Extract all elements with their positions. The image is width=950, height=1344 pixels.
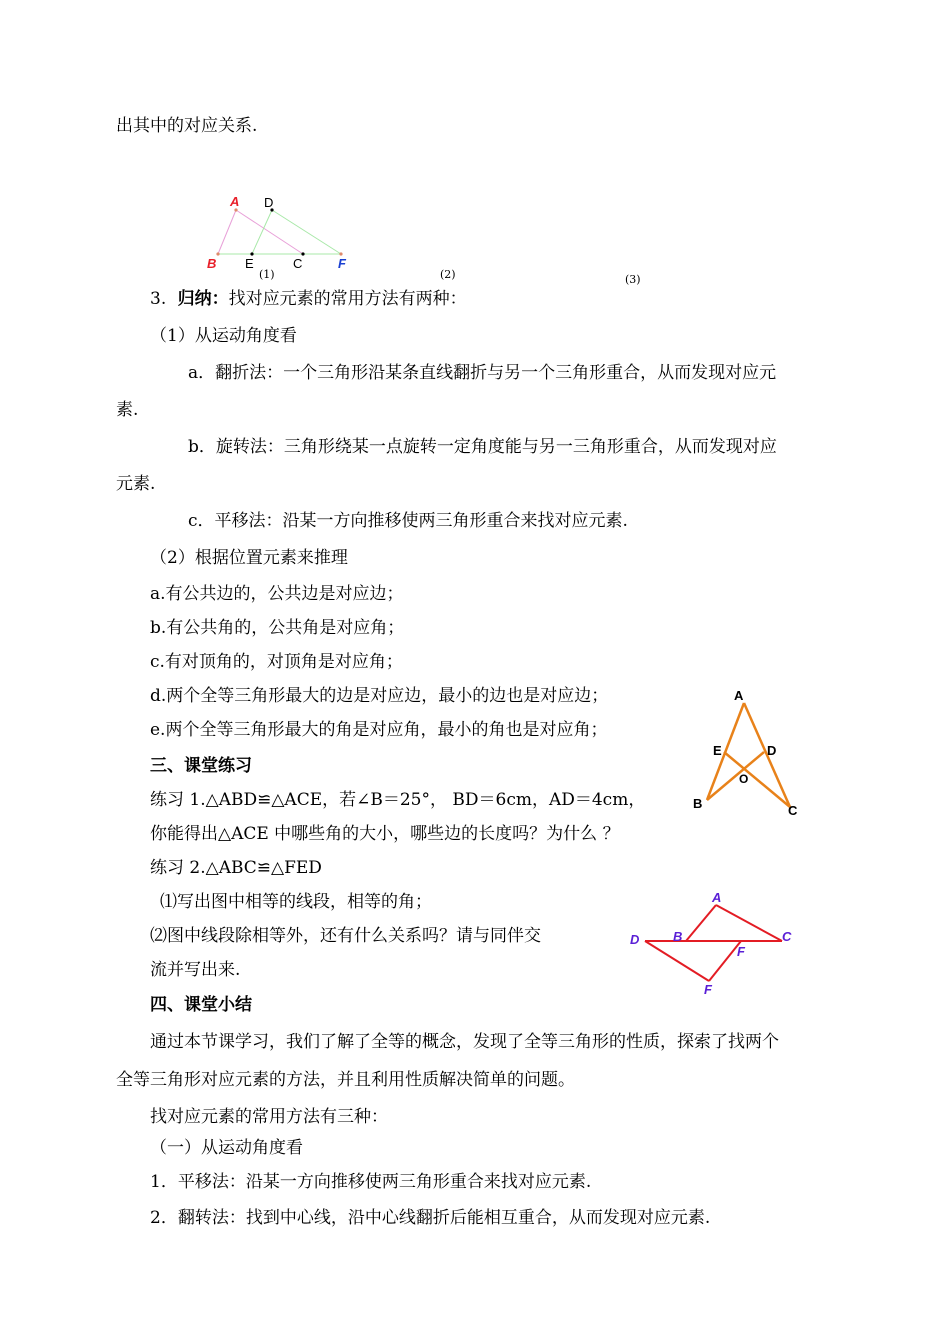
summary-3-rest: 找对应元素的常用方法有两种： (228, 289, 467, 309)
fig3-label-D: D (630, 932, 640, 947)
section4-item2: 2．翻转法：找到中心线，沿中心线翻折后能相互重合，从而发现对应元素. (150, 1208, 711, 1228)
part2-item-b: b.有公共角的，公共角是对应角； (150, 618, 405, 638)
section4-item1: 1．平移法：沿某一方向推移使两三角形重合来找对应元素. (150, 1172, 592, 1192)
part2-item-a: a.有公共边的，公共边是对应边； (150, 584, 404, 604)
fig1-label-E: E (245, 256, 254, 271)
exercise1-line2: 你能得出△ACE 中哪些角的大小，哪些边的长度吗？为什么 ？ (150, 824, 620, 844)
intro-tail-text: 出其中的对应关系. (116, 116, 258, 136)
fig2-label-B: B (693, 796, 703, 811)
fig3-line-B-A (686, 905, 716, 941)
part2-item-d: d.两个全等三角形最大的边是对应边，最小的边也是对应边； (150, 686, 609, 706)
fig2-label-E: E (713, 743, 722, 758)
fig1-caption-2: (2) (440, 268, 456, 281)
fig3-line-A-C (716, 905, 782, 941)
fig1-label-A: A (230, 194, 240, 209)
part1-b-line2: 元素. (116, 474, 156, 494)
fig2-label-A: A (734, 688, 744, 703)
exercise2-q1: ⑴写出图中相等的线段，相等的角； (160, 892, 432, 912)
fig1-label-C: C (293, 256, 303, 271)
fig3-label-F-inner: F (737, 944, 745, 959)
section3-title: 三、课堂练习 (150, 756, 252, 776)
exercise2-q2-line1: ⑵图中线段除相等外，还有什么关系吗？请与同伴交 (150, 926, 541, 946)
fig3-label-B: B (673, 929, 683, 944)
fig1-line-A-B (218, 210, 236, 254)
part2-item-e: e.两个全等三角形最大的角是对应角，最小的角也是对应角； (150, 720, 608, 740)
part1-b-line1: b．旋转法：三角形绕某一点旋转一定角度能与另一三角形重合，从而发现对应 (188, 437, 777, 457)
fig1-label-F: F (338, 256, 346, 271)
part1-a-line1: a．翻折法：一个三角形沿某条直线翻折与另一个三角形重合，从而发现对应元 (188, 363, 777, 383)
part1-heading: （1）从运动角度看 (150, 326, 297, 346)
fig2-label-D: D (767, 743, 777, 758)
fig2-label-C: C (788, 803, 798, 818)
figure-1-triangles (195, 190, 365, 280)
summary-3-num: 3. (150, 289, 167, 309)
fig1-point-B (216, 252, 219, 255)
summary-3 (150, 287, 467, 311)
fig3-label-C: C (782, 929, 792, 944)
part1-a-line2: 素. (116, 400, 139, 420)
part2-item-c: c.有对顶角的，对顶角是对应角； (150, 652, 403, 672)
section4-para1-line2: 全等三角形对应元素的方法，并且利用性质解决简单的问题。 (116, 1070, 575, 1090)
fig2-line-C-E (724, 752, 790, 807)
fig3-line-D-F (645, 941, 709, 981)
section4-para1-line1: 通过本节课学习，我们了解了全等的概念，发现了全等三角形的性质，探索了找两个 (150, 1032, 779, 1052)
section4-sub-heading: （一）从运动角度看 (150, 1138, 303, 1158)
fig2-label-O: O (739, 772, 749, 786)
fig1-caption-3: (3) (625, 273, 641, 286)
part2-heading: （2）根据位置元素来推理 (150, 548, 348, 568)
exercise1-line1: 练习 1.△ABD≌△ACE，若∠B＝25°， BD＝6cm，AD＝4cm， (150, 790, 646, 810)
fig1-line-D-F (272, 210, 341, 254)
fig3-label-A: A (712, 890, 722, 905)
section4-title: 四、课堂小结 (150, 995, 252, 1015)
fig1-label-D: D (264, 195, 274, 210)
fig1-label-B: B (207, 256, 217, 271)
exercise2-title: 练习 2.△ABC≌△FED (150, 858, 322, 878)
figure-2-triangles (685, 685, 805, 818)
fig3-label-F-bottom: F (704, 982, 712, 997)
part1-c-line: c．平移法：沿某一方向推移使两三角形重合来找对应元素. (188, 511, 628, 531)
fig1-caption-1: (1) (259, 268, 275, 281)
exercise2-q2-line2: 流并写出来. (150, 960, 241, 980)
section4-para2: 找对应元素的常用方法有三种： (150, 1107, 388, 1127)
summary-3-bold: 归纳： (177, 289, 229, 309)
figure-3-triangles (625, 885, 800, 995)
